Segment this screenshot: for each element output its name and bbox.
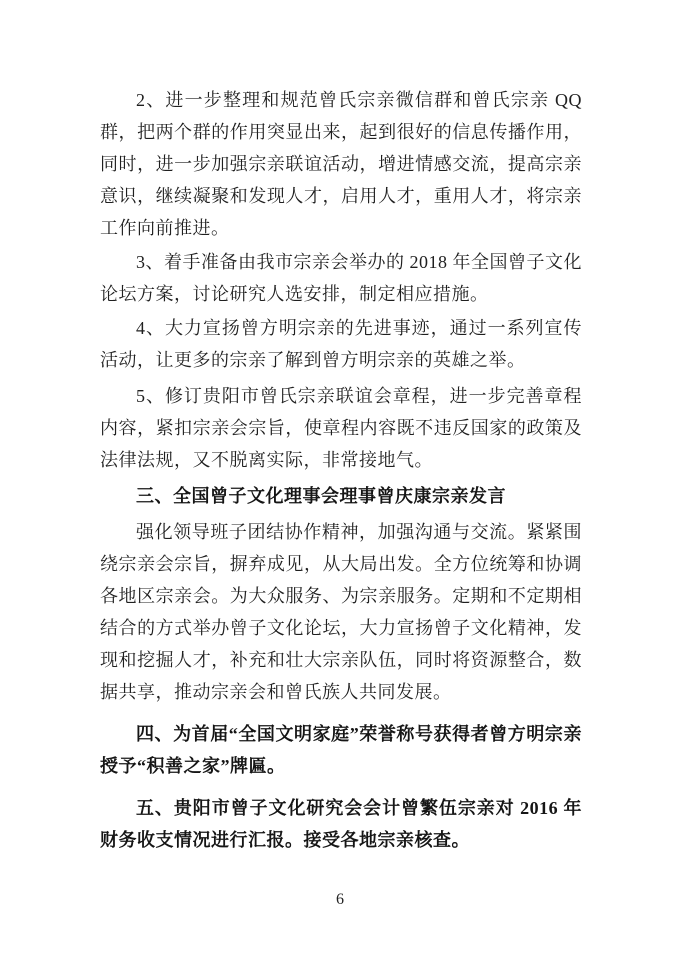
section-heading-3: 三、全国曾子文化理事会理事曾庆康宗亲发言 xyxy=(136,486,506,506)
paragraph-section-5: 五、贵阳市曾子文化研究会会计曾繁伍宗亲对 2016 年财务收支情况进行汇报。接受各地宗亲核查。 xyxy=(100,798,582,850)
paragraph-point-5: 5、修订贵阳市曾氏宗亲联谊会章程，进一步完善章程内容，紧扣宗亲会宗旨，使章程内容既不违反国家的政策及法律法规，又不脱离实际，非常接地气。 xyxy=(100,386,582,470)
paragraph-section-4: 四、为首届“全国文明家庭”荣誉称号获得者曾方明宗亲授予“积善之家”牌匾。 xyxy=(100,724,582,776)
paragraph-section-3-body: 强化领导班子团结协作精神，加强沟通与交流。紧紧围绕宗亲会宗旨，摒弃成见，从大局出发。全方位统筹和协调各地区宗亲会。为大众服务、为宗亲服务。定期和不定期相结合的方式举办曾子文化论坛，大力宣扬曾子文化精神，发现和挖掘人才，补充和壮大宗亲队伍，同时将资源整合，数据共享，推动宗亲会和曾氏族人共同发展。 xyxy=(100,522,582,702)
paragraph-point-2: 2、进一步整理和规范曾氏宗亲微信群和曾氏宗亲 QQ 群，把两个群的作用突显出来，起到很好的信息传播作用，同时，进一步加强宗亲联谊活动，增进情感交流，提高宗亲意识，继续凝聚和发现人才，启用人才，重用人才，将宗亲工作向前推进。 xyxy=(100,90,582,238)
paragraph-point-3: 3、着手准备由我市宗亲会举办的 2018 年全国曾子文化论坛方案，讨论研究人选安排，制定相应措施。 xyxy=(100,252,582,304)
page-number: 6 xyxy=(336,891,344,908)
paragraph-point-4: 4、大力宣扬曾方明宗亲的先进事迹，通过一系列宣传活动，让更多的宗亲了解到曾方明宗亲的英雄之举。 xyxy=(100,318,582,370)
document-body xyxy=(100,84,582,856)
